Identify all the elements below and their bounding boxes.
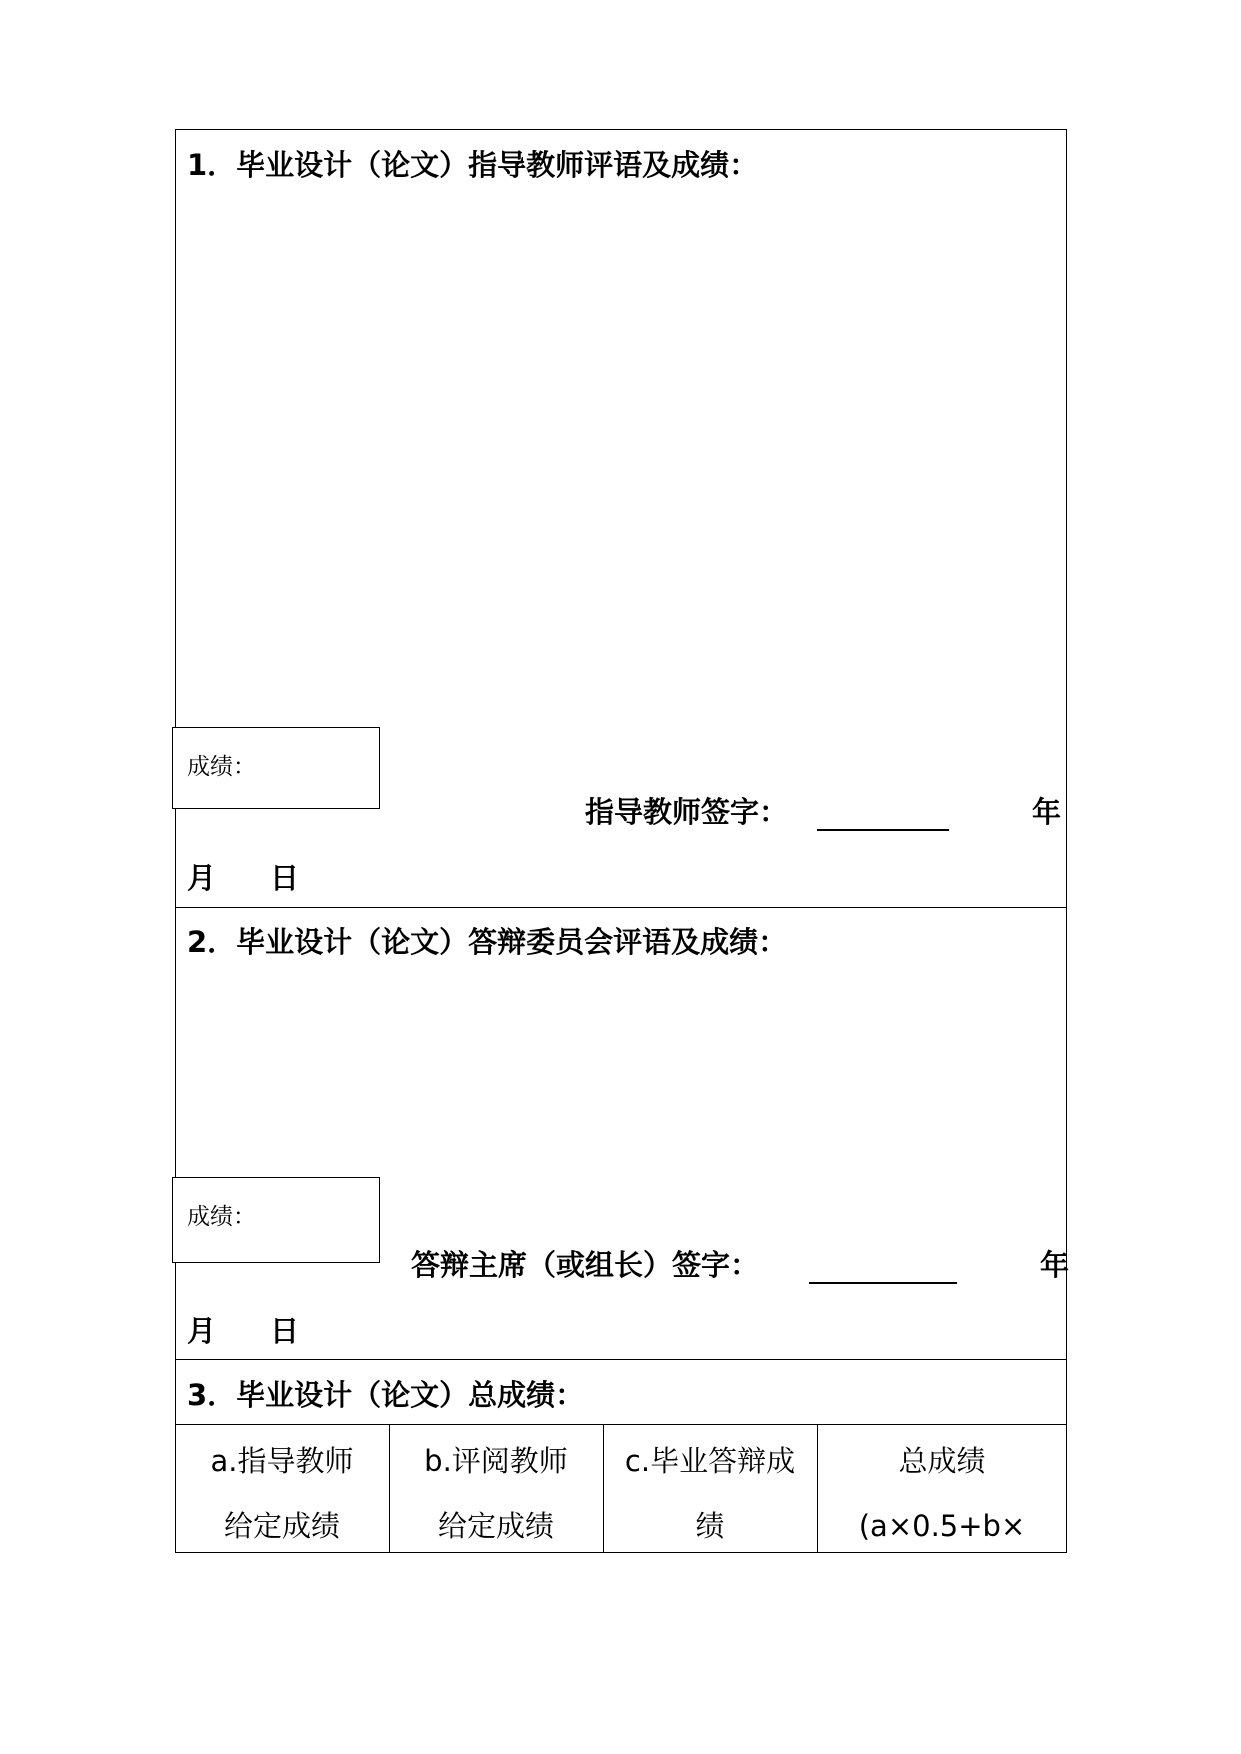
- section-2-score-label: 成绩：: [187, 1204, 256, 1230]
- section-1-score-box[interactable]: [172, 727, 380, 809]
- section-1-signature-label: 指导教师签字：: [585, 795, 789, 829]
- grade-column-total-line1: 总成绩: [898, 1444, 986, 1478]
- grade-column-total-line2: (a×0.5+b×: [858, 1509, 1026, 1543]
- grade-column-c-line2: 绩: [695, 1509, 725, 1543]
- divider-grade-header: [175, 1424, 1067, 1425]
- section-2-day: 日: [270, 1314, 300, 1348]
- grade-column-b-line2: 给定成绩: [437, 1509, 554, 1543]
- section-2-year: 年: [1040, 1248, 1070, 1282]
- evaluation-form-table: [175, 129, 1070, 1553]
- section-1-signature-line[interactable]: [817, 829, 949, 831]
- section-2-month: 月: [187, 1314, 217, 1348]
- section-2-signature-label: 答辩主席（或组长）签字：: [411, 1248, 760, 1282]
- grade-column-b-line1: b.评阅教师: [424, 1444, 568, 1478]
- section-1-score-label: 成绩：: [187, 754, 256, 780]
- section-1-year: 年: [1032, 795, 1062, 829]
- grade-column-a-line2: 给定成绩: [223, 1509, 340, 1543]
- section-3-heading: 3．毕业设计（论文）总成绩：: [187, 1378, 585, 1412]
- section-1-heading: 1．毕业设计（论文）指导教师评语及成绩：: [187, 148, 759, 182]
- grade-column-a-line1: a.指导教师: [210, 1444, 354, 1478]
- section-1-day: 日: [270, 861, 300, 895]
- section-2-score-box[interactable]: [172, 1177, 380, 1263]
- section-2-signature-line[interactable]: [809, 1282, 957, 1284]
- grade-column-c-line1: c.毕业答辩成: [624, 1444, 796, 1478]
- divider-section-1-2: [175, 907, 1067, 908]
- section-2-heading: 2．毕业设计（论文）答辩委员会评语及成绩：: [187, 925, 788, 959]
- section-1-month: 月: [187, 861, 217, 895]
- divider-section-2-3: [175, 1359, 1067, 1360]
